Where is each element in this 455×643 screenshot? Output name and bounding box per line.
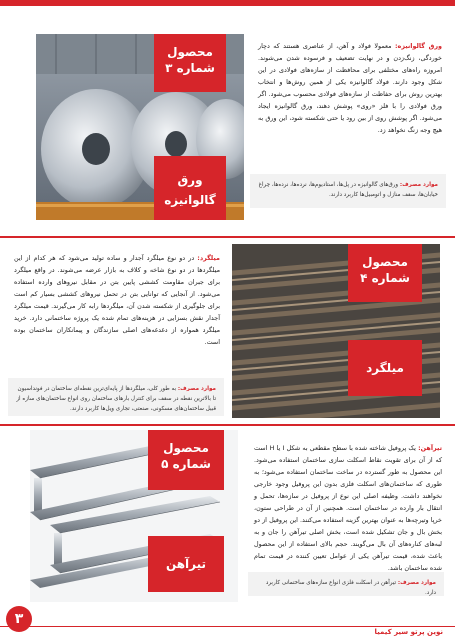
product-caption-box <box>148 536 224 592</box>
footer-line <box>0 626 455 627</box>
product-description <box>254 442 442 574</box>
product-number-box <box>154 34 226 92</box>
product-number-box <box>348 244 422 302</box>
usage-label: موارد مصرف: <box>177 386 216 392</box>
product-number: شماره ۵ <box>161 457 211 471</box>
usage-note <box>250 174 446 208</box>
product-heading: میلگرد: <box>197 254 220 262</box>
product-caption-box <box>154 156 226 220</box>
usage-text: ورق‌های گالوانیزه در پل‌ها، استادیوم‌ها، نرده‌ها، نرده‌ها، چراغ خیابان‌ها، سقف منازل و اتومبیل‌ها کاربرد دارند. <box>258 182 438 198</box>
product-label: محصول <box>163 441 209 455</box>
product-caption: ورق گالوانیزه <box>164 173 216 207</box>
product-caption: تیرآهن <box>165 557 207 571</box>
product-body: در دو نوع میلگرد آجدار و ساده تولید می‌شود که هر کدام از این میلگردها در دو نوع شاخه و کلاف به بازار عرضه می‌شوند. در واقع میلگرد برای جبران مقاومت کششی پایین بتن در مقابل نیروهای وارده استفاده می‌شود. از آنجایی که توانایی بتن در تحمل نیروهای کششی بسیار کم است برای جلوگیری از شکسته شدن آن، میلگردها رابه کار می‌گیرند. قیمت میلگرد آجدار نقش بسزایی در هزینه‌های تمام شده یک پروژه ساختمانی دارد. خرید میلگرد همواره از دغدغه‌های اصلی سازندگان و پیمانکاران ساختمان بوده است. <box>14 254 220 346</box>
usage-label: موارد مصرف: <box>397 580 436 586</box>
product-heading: تیرآهن: <box>418 444 442 452</box>
product-caption-box <box>348 340 422 396</box>
usage-note <box>8 378 224 416</box>
product-number-box <box>148 430 224 490</box>
product-description <box>14 252 220 348</box>
product-number: شماره ۳ <box>165 61 215 75</box>
product-heading: ورق گالوانیزه: <box>394 42 442 50</box>
product-body: معمولا فولاد و آهن، از عناصری هستند که دچار خوردگی، زنگ‌زدن و در نهایت تضعیف و فرسوده شدن می‌شوند. امروزه راه‌های مختلفی برای محافظت از سازه‌های فولادی در این شکل وجود دارند. فولاد گالوانیزه یکی از همین روش‌ها و انتخاب بهترین روش برای حفاظت از سازه‌های فولادی محسوب می‌شود. اگر ورق فولادی را با فلز «روی» پوشش دهند، ورق گالوانیزه ایجاد می‌شود. اگر پوشش روی از بین رود یا حتی شکسته شود، این ورق به هیچ وجه زنگ نخواهد زد. <box>258 42 442 134</box>
product-caption: میلگرد <box>366 361 404 375</box>
product-label: محصول <box>362 255 408 269</box>
section-divider <box>0 424 455 426</box>
product-label: محصول <box>167 45 213 59</box>
usage-text: تیرآهن در اسکلت فلزی انواع سازه‌های ساختمانی کاربرد دارد. <box>265 580 436 596</box>
product-number: شماره ۴ <box>360 271 410 285</box>
usage-text: به طور کلی، میلگردها از پایه‌ای‌ترین نقطه‌ای ساختمان در فونداسیون تا بالاترین نقطه در سقف برای کنترل بارهای ساختمان روی انواع ساختمان‌های سازه از قبیل ساختمان‌های مسکونی، صنعتی، تجاری ویل‌ها کاربرد دارند. <box>16 386 216 412</box>
product-body: یک پروفیل شاخته شده با سطح مقطعی به شکل I یا H است که از آن برای تقویت نقاط اسکلت سازی ساختمان استفاده می‌شود. این محصول به طور گسترده در ساخت ساختمان استفاده می‌شود؛ به طوری که ساختمان‌های اسکلت فلزی بدون این پروفیل وجود خارجی نخواهند داشت. وظیفه اصلی این نوع از پروفیل در سازه‌ها، تحمل و انتقال بار وارده در ساختمان است. همچنین از آن در طراحی ستون، خرپا وتیرچه‌ها به عنوان بهترین گزینه استفاده می‌کنند. این پروفیل از دو بخش بال و جان تشکیل شده است، بخش اصلی تیرآهن را جان و به لبه‌های کناره‌های آن بال می‌گویند. حجم بالای استفاده از این محصول باعث شده، قیمت تیرآهن یکی از عوامل تعیین کننده در قیمت تمام شده ساختمان باشد. <box>254 444 442 572</box>
usage-note <box>248 572 444 596</box>
page-number: ۳ <box>6 606 32 632</box>
usage-label: موارد مصرف: <box>399 182 438 188</box>
footer-brand: نوین پرتو سیر کیمیا <box>374 628 443 636</box>
section-divider <box>0 236 455 238</box>
product-description <box>258 40 442 136</box>
top-accent-bar <box>0 0 455 6</box>
